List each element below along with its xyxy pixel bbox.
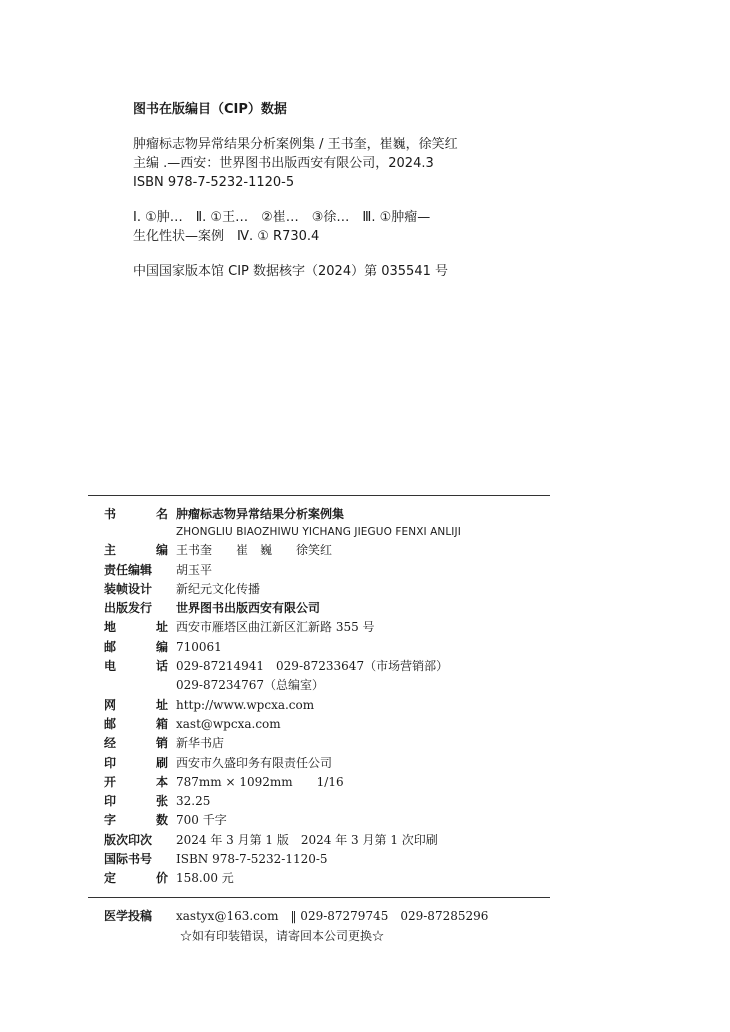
edition: 2024 年 3 月第 1 版 2024 年 3 月第 1 次印刷 bbox=[176, 832, 438, 847]
info-key: 主 编 bbox=[104, 543, 168, 558]
responsible-editor: 胡玉平 bbox=[176, 562, 213, 577]
cip-record-line: 主编 .—西安：世界图书出版西安有限公司，2024.3 bbox=[133, 156, 434, 171]
info-row-sheets bbox=[104, 792, 544, 811]
address: 西安市雁塔区曲江新区汇新路 355 号 bbox=[176, 620, 375, 635]
info-row-submission bbox=[104, 907, 544, 926]
phone-primary: 029-87214941 029-87233647（市场营销部） bbox=[176, 659, 449, 674]
info-key: 责任编辑 bbox=[104, 562, 153, 577]
info-key: 出版发行 bbox=[104, 601, 153, 616]
cip-subject-line: 生化性状—案例 Ⅳ. ① R730.4 bbox=[133, 229, 320, 244]
info-row-words bbox=[104, 811, 544, 830]
info-row-design bbox=[104, 580, 544, 599]
info-key: 印 刷 bbox=[104, 755, 168, 770]
divider-top bbox=[88, 495, 550, 496]
format: 787mm × 1092mm 1/16 bbox=[176, 774, 344, 789]
book-title-pinyin: ZHONGLIU BIAOZHIWU YICHANG JIEGUO FENXI ANLIJI bbox=[176, 526, 461, 539]
publisher: 世界图书出版西安有限公司 bbox=[176, 601, 321, 616]
cip-subjects bbox=[133, 208, 493, 246]
isbn: ISBN 978-7-5232-1120-5 bbox=[176, 852, 328, 867]
info-row-postcode bbox=[104, 638, 544, 657]
info-row-address bbox=[104, 618, 544, 637]
distributor: 新华书店 bbox=[176, 736, 225, 751]
cip-header: 图书在版编目（CIP）数据 bbox=[133, 102, 287, 117]
cover-design: 新纪元文化传播 bbox=[176, 581, 261, 596]
printer: 西安市久盛印务有限责任公司 bbox=[176, 755, 333, 770]
info-key: 版次印次 bbox=[104, 832, 153, 847]
info-key: 字 数 bbox=[104, 813, 168, 828]
cip-record-line: 肿瘤标志物异常结果分析案例集 / 王书奎，崔巍，徐笑红 bbox=[133, 137, 458, 152]
info-row-format bbox=[104, 773, 544, 792]
info-row-title bbox=[104, 505, 544, 524]
cip-record-line: ISBN 978-7-5232-1120-5 bbox=[133, 175, 295, 190]
info-key: 国际书号 bbox=[104, 852, 153, 867]
submission-info bbox=[104, 907, 544, 926]
website: http://www.wpcxa.com bbox=[176, 697, 315, 712]
cip-subject-line: Ⅰ. ①肿… Ⅱ. ①王… ②崔… ③徐… Ⅲ. ①肿瘤— bbox=[133, 210, 431, 225]
phone-secondary: 029-87234767（总编室） bbox=[176, 678, 325, 693]
info-key: 电 话 bbox=[104, 659, 168, 674]
info-row-responsible-editor bbox=[104, 561, 544, 580]
email: xast@wpcxa.com bbox=[176, 716, 281, 731]
info-key: 网 址 bbox=[104, 697, 168, 712]
book-title: 肿瘤标志物异常结果分析案例集 bbox=[176, 507, 345, 521]
postcode: 710061 bbox=[176, 639, 222, 654]
info-row-price bbox=[104, 869, 544, 888]
info-key: 经 销 bbox=[104, 736, 168, 751]
printed-sheets: 32.25 bbox=[176, 794, 211, 809]
word-count: 700 千字 bbox=[176, 813, 227, 828]
price: 158.00 元 bbox=[176, 871, 234, 886]
info-row-isbn bbox=[104, 850, 544, 869]
info-key: 印 张 bbox=[104, 794, 168, 809]
info-key: 定 价 bbox=[104, 871, 168, 886]
editors: 王书奎 崔 巍 徐笑红 bbox=[176, 543, 333, 558]
cip-record bbox=[133, 135, 493, 192]
defect-notice: ☆如有印装错误，请寄回本公司更换☆ bbox=[180, 929, 385, 943]
info-row-publisher bbox=[104, 599, 544, 618]
info-row-phone-cont bbox=[104, 676, 544, 695]
copyright-info bbox=[104, 505, 544, 889]
info-key: 邮 编 bbox=[104, 639, 168, 654]
info-row-pinyin bbox=[104, 524, 544, 541]
info-row-phone bbox=[104, 657, 544, 676]
info-key: 书 名 bbox=[104, 507, 168, 521]
info-row-distributor bbox=[104, 734, 544, 753]
info-key: 邮 箱 bbox=[104, 716, 168, 731]
info-key: 地 址 bbox=[104, 620, 168, 635]
info-row-website bbox=[104, 696, 544, 715]
cip-block bbox=[133, 100, 493, 297]
info-key: 装帧设计 bbox=[104, 581, 153, 596]
cip-data-number: 中国国家版本馆 CIP 数据核字（2024）第 035541 号 bbox=[133, 264, 448, 279]
info-row-editors bbox=[104, 541, 544, 560]
info-row-printer bbox=[104, 754, 544, 773]
submission-contact: xastyx@163.com ‖ 029-87279745 029-87285296 bbox=[176, 909, 489, 923]
divider-bottom bbox=[88, 897, 550, 898]
info-row-email bbox=[104, 715, 544, 734]
info-key: 开 本 bbox=[104, 774, 168, 789]
info-key: 医学投稿 bbox=[104, 909, 153, 923]
info-row-edition bbox=[104, 831, 544, 850]
